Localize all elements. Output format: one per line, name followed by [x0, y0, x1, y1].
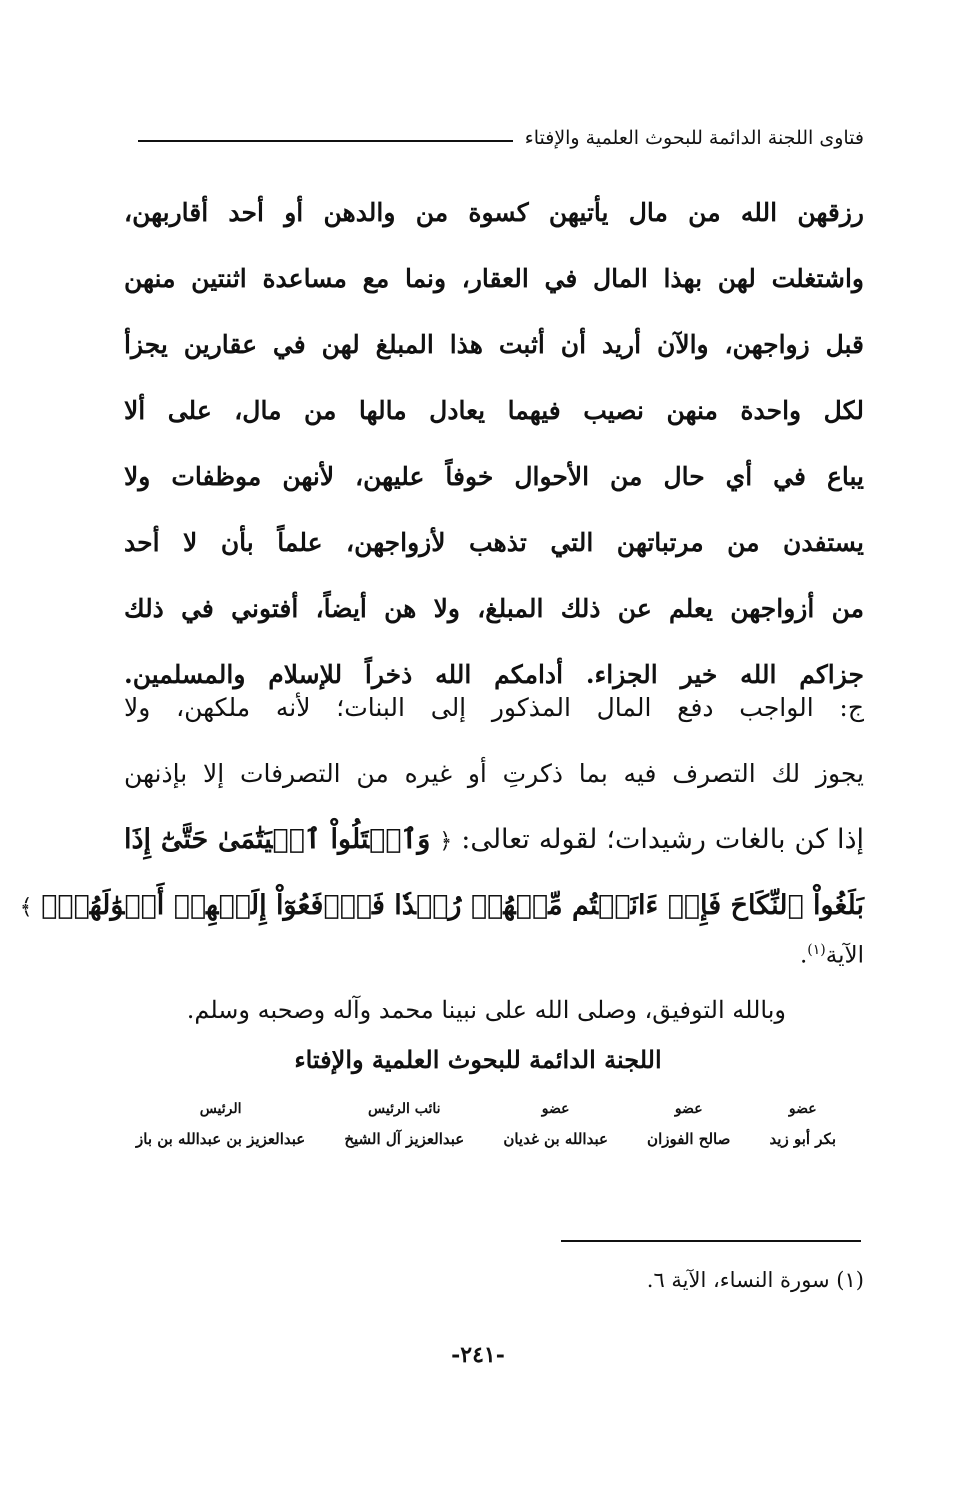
signatures-block: [136, 1095, 836, 1155]
signature-name: صالح الفوزان: [647, 1130, 731, 1148]
answer-text: [19, 675, 864, 939]
quran-bracket-open-icon: ﴿: [439, 829, 453, 854]
signature-role: عضو: [788, 1101, 817, 1117]
question-line: من أزواجهن يعلم عن ذلك المبلغ، ولا هن أيضاً، أفتوني في ذلك: [124, 594, 864, 623]
question-line: رزقهن الله من مال يأتيهن كسوة من والدهن أو أحد أقاربهن،: [124, 198, 864, 227]
aya-period: .: [799, 942, 808, 969]
signature-role: عضو: [674, 1101, 703, 1117]
committee-name: اللجنة الدائمة للبحوث العلمية والإفتاء: [294, 1045, 662, 1074]
signature-name: بكر أبو زيد: [769, 1130, 836, 1148]
question-line: يستفدن من مرتباتهن التي تذهب لأزواجهن، علماً بأن لا أحد: [124, 528, 864, 557]
signature-name: عبدالعزيز آل الشيخ: [344, 1130, 465, 1148]
quran-verse-part1: وَٱبۡتَلُواْ ٱلۡيَتَٰمَىٰ حَتَّىٰٓ إِذَا: [124, 824, 431, 855]
signature-role: الرئيس: [199, 1101, 242, 1117]
question-text: [124, 180, 864, 708]
verse-intro: إذا كن بالغات رشيدات؛ لقوله تعالى:: [461, 824, 864, 855]
signature: [769, 1095, 836, 1155]
answer-line: ج: الواجب دفع المال المذكور إلى البنات؛ لأنه ملكهن، ولا: [124, 693, 864, 722]
running-header: [138, 118, 864, 158]
signature-name: عبدالله بن غديان: [503, 1130, 608, 1148]
signature-role: نائب الرئيس: [368, 1101, 441, 1117]
question-line: يباع في أي حال من الأحوال خوفاً عليهن، لأنهن موظفات ولا: [124, 462, 864, 491]
footnote-rule: [561, 1240, 861, 1242]
header-rule: [138, 140, 513, 142]
signature: [503, 1095, 608, 1155]
page-number: -٢٤١-: [451, 1342, 505, 1368]
signature: [344, 1095, 464, 1155]
question-line: لكل واحدة منهن نصيب فيهما يعادل مالها من مال، على ألا: [124, 396, 864, 425]
signature: [647, 1095, 730, 1155]
question-line: واشتغلت لهن بهذا المال في العقار، ونما مع مساعدة اثنتين منهن: [124, 264, 864, 293]
header-title: فتاوى اللجنة الدائمة للبحوث العلمية والإفتاء: [524, 127, 864, 149]
verse-line-2: [19, 873, 864, 939]
closing-text: وبالله التوفيق، وصلى الله على نبينا محمد وآله وصحبه وسلم.: [186, 996, 786, 1024]
signature-role: عضو: [541, 1101, 570, 1117]
quran-verse-part2: بَلَغُواْ ٱلنِّكَاحَ فَإِنۡ ءَانَسۡتُم مِّنۡهُمۡ رُشۡدٗا فَٱدۡفَعُوٓاْ إِلَيۡهِمۡ أَمۡوَٰلَهُمۡۖ: [41, 890, 864, 921]
question-line: جزاكم الله خير الجزاء. أدامكم الله ذخراً للإسلام والمسلمين.: [124, 660, 864, 689]
footnote: (١) سورة النساء، الآية ٦.: [646, 1268, 864, 1292]
question-line: قبل زواجهن، والآن أريد أن أثبت هذا المبلغ لهن في عقارين يجزأ: [124, 330, 864, 359]
answer-line: يجوز لك التصرف فيه بما ذكرتِ أو غيره من التصرفات إلا بإذنهن: [124, 759, 864, 788]
quran-bracket-close-icon: ﴾: [19, 895, 33, 920]
aya-reference: [800, 925, 864, 975]
footnote-marker: (١): [807, 942, 826, 958]
signature: [136, 1095, 305, 1155]
signature-name: عبدالعزيز بن عبدالله بن باز: [136, 1130, 306, 1148]
aya-label: الآية: [825, 942, 864, 969]
verse-line-1: [124, 807, 864, 873]
